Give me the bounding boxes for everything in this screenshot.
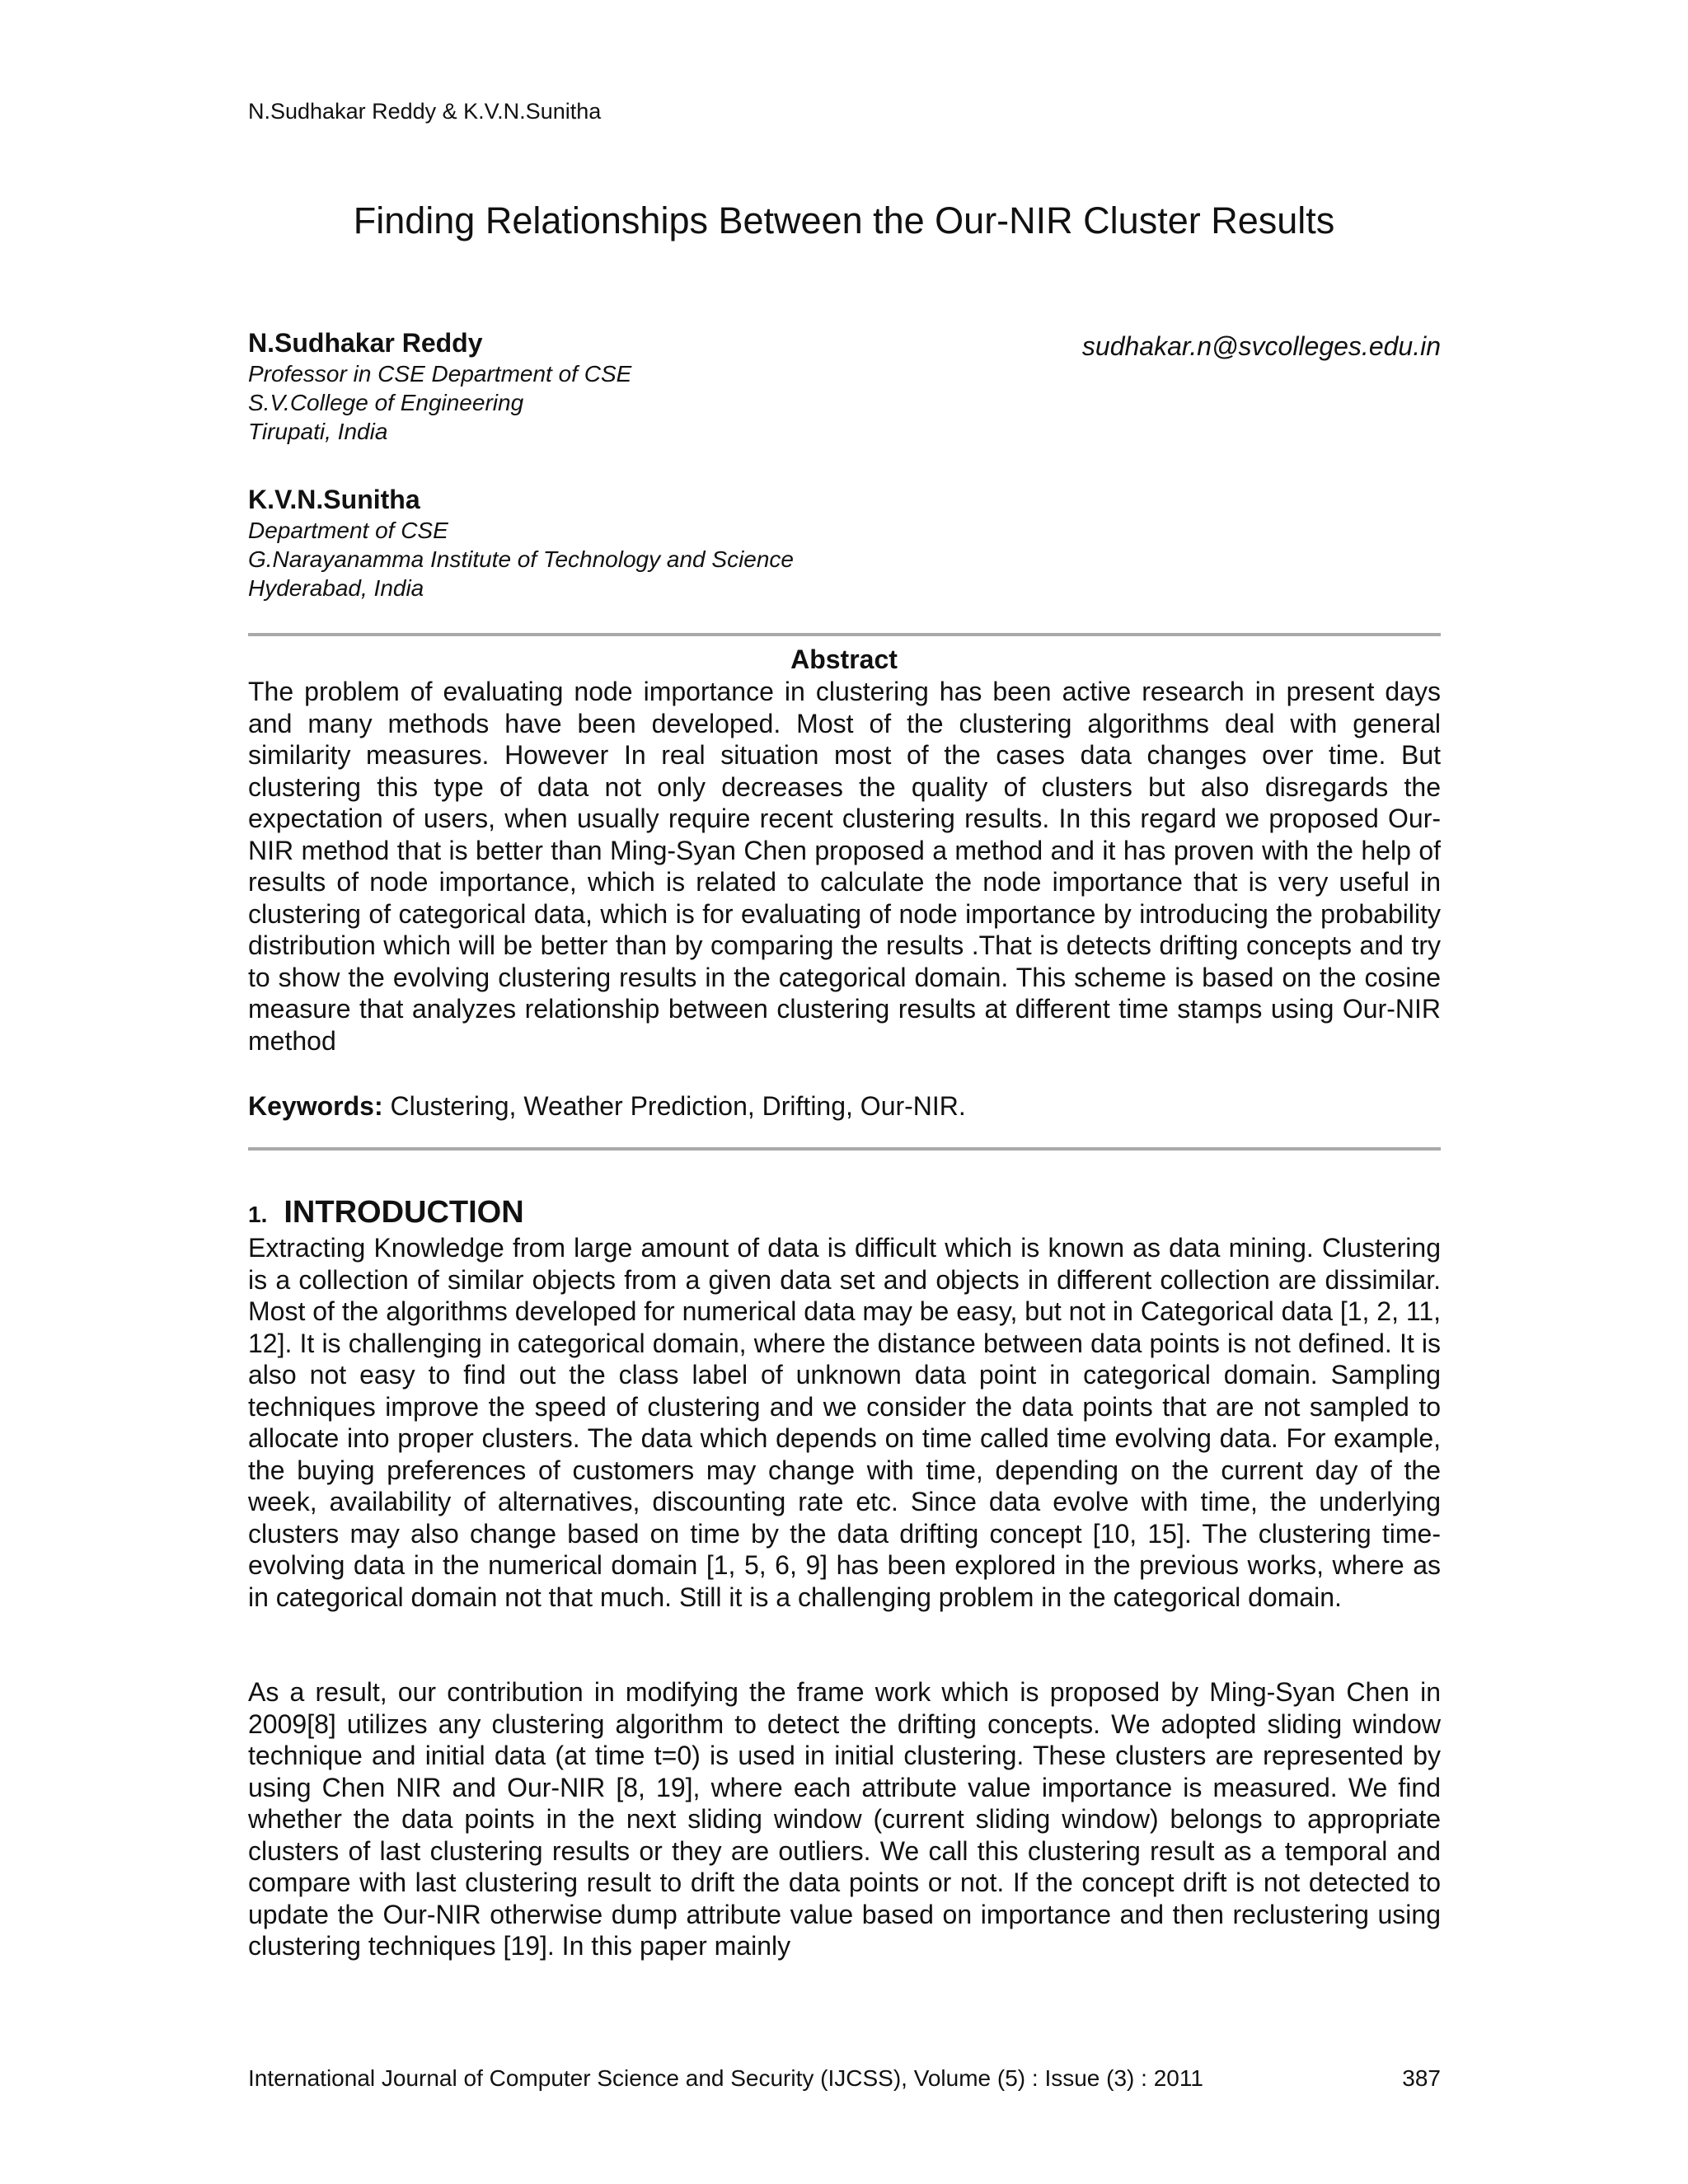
section-title: INTRODUCTION xyxy=(284,1195,524,1230)
author-email: sudhakar.n@svcolleges.edu.in xyxy=(1081,331,1441,361)
author-affiliation-line: Hyderabad, India xyxy=(248,575,424,601)
section-number: 1. xyxy=(248,1202,268,1227)
author-block-2 xyxy=(248,483,794,602)
body-paragraph: Extracting Knowledge from large amount of data is difficult which is known as data mining. Clustering is a collection of similar objects from a given data set and objects in different collection are dissimilar. Most of the algorithms developed for numerical data may be easy, but not in Categorical data [1, 2, 11, 12]. It is challenging in categorical domain, where the distance between data points is not defined. It is also not easy to find out the class label of unknown data point in categorical domain. Sampling techniques improve the speed of clustering and we consider the data points that are not sampled to allocate into proper clusters. The data which depends on time called time evolving data. For example, the buying preferences of customers may change with time, depending on the current day of the week, availability of alternatives, discounting rate etc. Since data evolve with time, the underlying clusters may also change based on time by the data drifting concept [10, 15]. The clustering time-evolving data in the numerical domain [1, 5, 6, 9] has been explored in the previous works, where as in categorical domain not that much. Still it is a challenging problem in the categorical domain. xyxy=(248,1233,1441,1612)
divider-rule xyxy=(248,633,1441,636)
abstract-heading: Abstract xyxy=(790,644,898,674)
journal-citation: International Journal of Computer Science and Security (IJCSS), Volume (5) : Issue (3) : 2011 xyxy=(248,2065,1203,2091)
section-heading xyxy=(248,1193,524,1234)
keywords xyxy=(248,1090,966,1122)
page-footer xyxy=(248,2064,1441,2093)
author-affiliation-line: Tirupati, India xyxy=(248,419,388,444)
author-affiliation-line: S.V.College of Engineering xyxy=(248,390,524,415)
author-affiliation-line: G.Narayanamma Institute of Technology and Science xyxy=(248,546,795,572)
paper-title: Finding Relationships Between the Our-NIR Cluster Results xyxy=(353,199,1335,241)
author-affiliation-line: Professor in CSE Department of CSE xyxy=(248,361,632,387)
page-number: 387 xyxy=(1402,2065,1441,2091)
divider-rule xyxy=(248,1147,1441,1151)
keywords-list: Clustering, Weather Prediction, Drifting, Our-NIR. xyxy=(390,1091,966,1121)
running-head: N.Sudhakar Reddy & K.V.N.Sunitha xyxy=(248,99,602,124)
keywords-label: Keywords: xyxy=(248,1091,383,1121)
body-paragraph: As a result, our contribution in modifying the frame work which is proposed by Ming-Syan Chen in 2009[8] utilizes any clustering algorithm to detect the drifting concepts. We adopted sliding window technique and initial data (at time t=0) is used in initial clustering. These clusters are represented by using Chen NIR and Our-NIR [8, 19], where each attribute value importance is measured. We find whether the data points in the next sliding window (current sliding window) belongs to appropriate clusters of last clustering results or they are outliers. We call this clustering result as a temporal and compare with last clustering result to drift the data points or not. If the concept drift is not detected to update the Our-NIR otherwise dump attribute value based on importance and then reclustering using clustering techniques [19]. In this paper mainly xyxy=(248,1677,1441,1961)
author-name: N.Sudhakar Reddy xyxy=(248,328,483,358)
abstract-text: The problem of evaluating node importance in clustering has been active research in present days and many methods have been developed. Most of the clustering algorithms deal with general similarity measures. However In real situation most of the cases data changes over time. But clustering this type of data not only decreases the quality of clusters but also disregards the expectation of users, when usually require recent clustering results. In this regard we proposed Our-NIR method that is better than Ming-Syan Chen proposed a method and it has proven with the help of results of node importance, which is related to calculate the node importance that is very useful in clustering of categorical data, which is for evaluating of node importance by introducing the probability distribution which will be better than by comparing the results .That is detects drifting concepts and try to show the evolving clustering results in the categorical domain. This scheme is based on the cosine measure that analyzes relationship between clustering results at different time stamps using Our-NIR method xyxy=(248,677,1441,1056)
author-block-1 xyxy=(248,326,631,446)
author-name: K.V.N.Sunitha xyxy=(248,485,420,514)
author-affiliation-line: Department of CSE xyxy=(248,518,448,543)
